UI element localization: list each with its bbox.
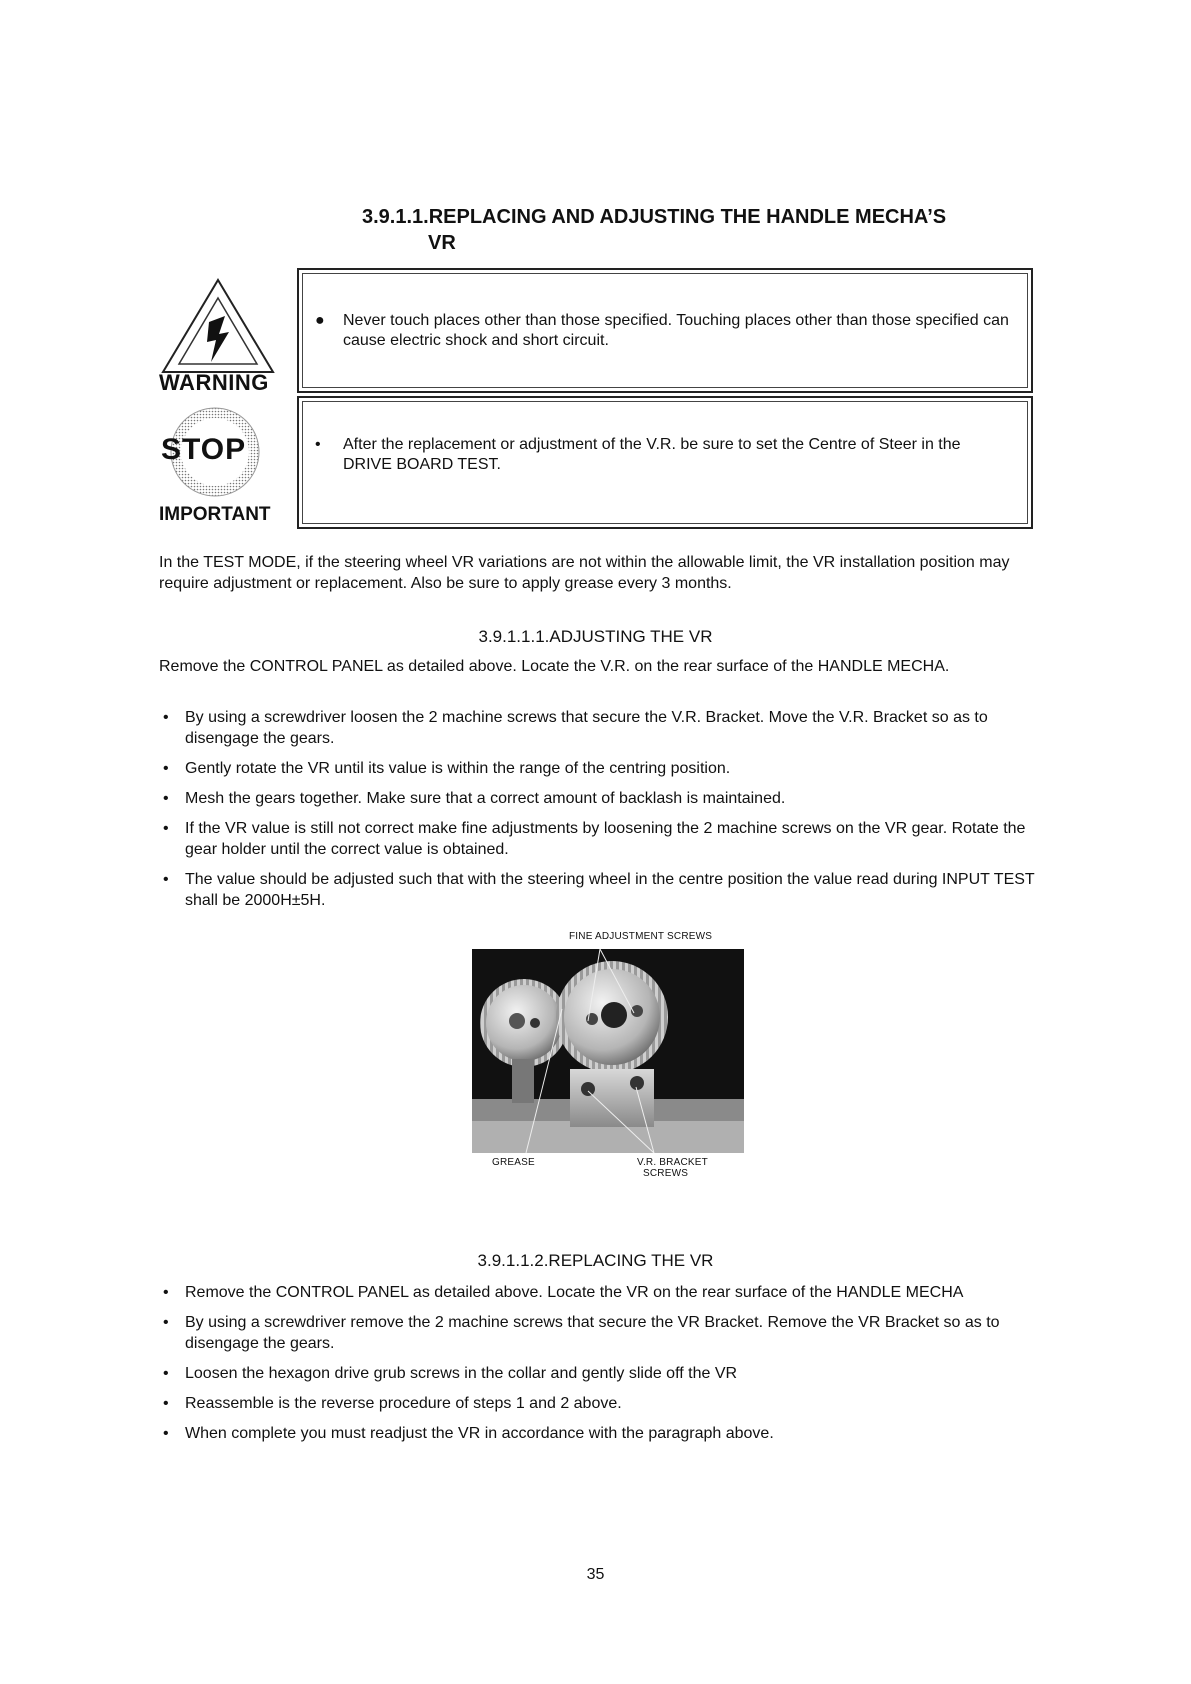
bullet-icon: •	[163, 1365, 169, 1382]
intro-paragraph: In the TEST MODE, if the steering wheel VR variations are not within the allowable limit, the VR installation position may require adjustment or replacement. Also be sure to apply grease every 3 months.	[159, 554, 1010, 592]
warning-label: WARNING	[159, 370, 269, 395]
bullet-icon: •	[163, 1284, 169, 1301]
bullet-icon: •	[315, 436, 321, 453]
page-number: 35	[586, 1566, 605, 1583]
handle-mecha-photo	[472, 949, 744, 1153]
list-item: • Reassemble is the reverse procedure of steps 1 and 2 above.	[163, 1395, 622, 1412]
important-item	[315, 435, 1011, 475]
replacing-steps	[159, 1282, 1039, 1453]
bullet-icon: ●	[315, 312, 325, 329]
warning-triangle-icon	[159, 276, 277, 376]
bullet-icon: •	[163, 1314, 169, 1331]
list-item: • Gently rotate the VR until its value is within the range of the centring position.	[163, 760, 731, 777]
stop-text: STOP	[161, 433, 247, 466]
caption-bracket-line-2: SCREWS	[643, 1168, 689, 1179]
list-item: • Mesh the gears together. Make sure that a correct amount of backlash is maintained.	[163, 790, 786, 807]
list-item: • If the VR value is still not correct make fine adjustments by loosening the 2 machine screws on the VR gear. Rotate the gear holder until the correct value is obtained.	[163, 820, 1026, 858]
replacing-title: 3.9.1.1.2.REPLACING THE VR	[477, 1251, 714, 1270]
bullet-icon: •	[163, 1425, 169, 1442]
adjusting-title: 3.9.1.1.1.ADJUSTING THE VR	[478, 627, 713, 646]
caption-grease: GREASE	[492, 1157, 535, 1168]
bullet-icon: •	[163, 790, 169, 807]
warning-item	[315, 311, 1011, 351]
heading-line-2: VR	[428, 232, 456, 254]
list-item: • Loosen the hexagon drive grub screws in the collar and gently slide off the VR	[163, 1365, 738, 1382]
adjusting-lead: Remove the CONTROL PANEL as detailed above. Locate the V.R. on the rear surface of the HANDLE MECHA.	[159, 658, 950, 675]
list-item: • Remove the CONTROL PANEL as detailed above. Locate the VR on the rear surface of the HANDLE MECHA	[163, 1284, 964, 1301]
important-block	[157, 404, 292, 526]
warning-text: Never touch places other than those specified. Touching places other than those specified can cause electric shock and short circuit.	[343, 312, 1009, 349]
list-item: • By using a screwdriver remove the 2 machine screws that secure the VR Bracket. Remove the VR Bracket so as to disengage the gears.	[163, 1314, 1000, 1352]
bullet-icon: •	[163, 820, 169, 837]
adjusting-steps	[159, 707, 1039, 920]
section-heading	[362, 204, 1062, 256]
caption-bracket-line-1: V.R. BRACKET	[637, 1157, 708, 1168]
caption-fine-adjustment: FINE ADJUSTMENT SCREWS	[569, 931, 713, 942]
handle-mecha-image	[472, 949, 744, 1153]
bullet-icon: •	[163, 1395, 169, 1412]
bullet-icon: •	[163, 760, 169, 777]
list-item: • When complete you must readjust the VR in accordance with the paragraph above.	[163, 1425, 774, 1442]
important-text: After the replacement or adjustment of the V.R. be sure to set the Centre of Steer in the DRIVE BOARD TEST.	[343, 436, 961, 473]
important-label: IMPORTANT	[159, 504, 271, 525]
warning-notice-box	[297, 268, 1033, 393]
warning-block	[159, 276, 289, 394]
bullet-icon: •	[163, 709, 169, 726]
list-item: • The value should be adjusted such that with the steering wheel in the centre position the value read during INPUT TEST shall be 2000H±5H.	[163, 871, 1035, 909]
list-item: • By using a screwdriver loosen the 2 machine screws that secure the V.R. Bracket. Move the V.R. Bracket so as to disengage the gears.	[163, 709, 988, 747]
important-notice-box	[297, 396, 1033, 529]
bullet-icon: •	[163, 871, 169, 888]
heading-line-1: 3.9.1.1.REPLACING AND ADJUSTING THE HANDLE MECHA’S	[362, 206, 947, 228]
